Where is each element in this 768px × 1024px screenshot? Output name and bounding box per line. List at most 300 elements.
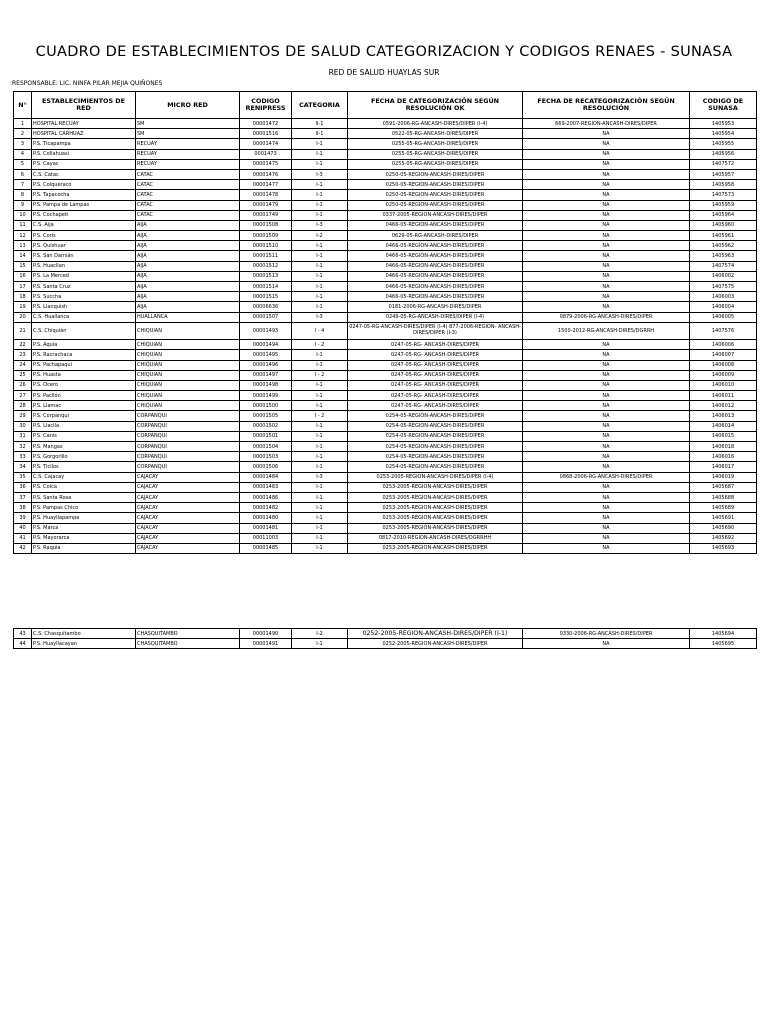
cell-micro-red: CHIQUIAN (136, 370, 240, 380)
cell-establishment: P.S. Ticapampa (32, 139, 136, 149)
cell-fecha-categorizacion: 0247-05-RG- ANCASH-DIRES/DIPER (348, 370, 523, 380)
cell-codigo: 00001516 (240, 129, 292, 139)
cell-establishment: P.S. Aquia (32, 340, 136, 350)
cell-codigo: 00001515 (240, 292, 292, 302)
cell-number: 15 (14, 261, 32, 271)
cell-fecha-recategorizacion: 669-2007-REGION-ANCASH-DIRES/DIPER (523, 119, 690, 129)
cell-codigo-sunasa: 1406003 (690, 292, 757, 302)
cell-fecha-recategorizacion: NA (523, 251, 690, 261)
cell-micro-red: SM (136, 129, 240, 139)
cell-micro-red: SM (136, 119, 240, 129)
cell-fecha-recategorizacion: NA (523, 639, 690, 649)
cell-fecha-categorizacion: 0466-05-REGION-ANCASH-DIRES/DIPER (348, 251, 523, 261)
cell-fecha-categorizacion: 0247-05-RG-ANCASH-DIRES/DIPER (I-4) 877-2006-REGION- ANCASH-DIRES/DIPER (I-3) (348, 322, 523, 339)
cell-codigo-sunasa: 1406007 (690, 350, 757, 360)
page-title: CUADRO DE ESTABLECIMIENTOS DE SALUD CATEGORIZACION Y CODIGOS RENAES - SUNASA (35, 44, 733, 60)
cell-micro-red: CAJACAY (136, 533, 240, 543)
cell-fecha-categorizacion: 0337-2005-REGION-ANCASH-DIRES/DIPER (348, 210, 523, 220)
cell-codigo-sunasa: 1405959 (690, 200, 757, 210)
cell-micro-red: CAJACAY (136, 513, 240, 523)
cell-establishment: P.S. Quishuar (32, 241, 136, 251)
cell-fecha-categorizacion: 0253-2005-REGION-ANCASH-DIRES/DIPER (348, 492, 523, 502)
table-row (14, 302, 757, 312)
cell-number: 27 (14, 391, 32, 401)
cell-categoria: I-1 (292, 503, 348, 513)
cell-establishment: P.S. Pacllón (32, 391, 136, 401)
header-establishment: ESTABLECIMIENTOS DE RED (32, 92, 136, 119)
cell-fecha-recategorizacion: NA (523, 411, 690, 421)
cell-establishment: C.S. Chiquián (32, 322, 136, 339)
cell-categoria: I-1 (292, 523, 348, 533)
cell-categoria: I-1 (292, 391, 348, 401)
cell-micro-red: CHIQUIAN (136, 322, 240, 339)
cell-categoria: I-1 (292, 401, 348, 411)
cell-number: 1 (14, 119, 32, 129)
cell-fecha-categorizacion: 0817-2010-REGION-ANCASH-DIRES/DGRRHH (348, 533, 523, 543)
cell-fecha-recategorizacion: NA (523, 462, 690, 472)
cell-codigo: 00001499 (240, 391, 292, 401)
cell-micro-red: AIJA (136, 251, 240, 261)
cell-codigo-sunasa: 1405963 (690, 251, 757, 261)
cell-codigo-sunasa: 1405957 (690, 169, 757, 179)
cell-fecha-categorizacion: 0254-05-REGION-ANCASH-DIRES/DIPER (348, 411, 523, 421)
cell-micro-red: AIJA (136, 241, 240, 251)
table-row (14, 350, 757, 360)
cell-micro-red: AIJA (136, 302, 240, 312)
cell-fecha-recategorizacion: 0879-2006-RG-ANCASH-DIRES/DIPER (523, 312, 690, 322)
cell-fecha-recategorizacion: NA (523, 180, 690, 190)
cell-micro-red: CATAC (136, 200, 240, 210)
cell-micro-red: CATAC (136, 190, 240, 200)
cell-categoria: I-1 (292, 180, 348, 190)
cell-micro-red: CHASQUITAMBO (136, 639, 240, 649)
cell-codigo-sunasa: 1406002 (690, 271, 757, 281)
table-row (14, 492, 757, 502)
cell-number: 37 (14, 492, 32, 502)
cell-fecha-recategorizacion: NA (523, 210, 690, 220)
cell-codigo-sunasa: 1405956 (690, 149, 757, 159)
cell-fecha-recategorizacion: NA (523, 503, 690, 513)
cell-fecha-recategorizacion: NA (523, 149, 690, 159)
cell-establishment: HOSPITAL RECUAY (32, 119, 136, 129)
cell-categoria: I-3 (292, 312, 348, 322)
cell-number: 3 (14, 139, 32, 149)
cell-fecha-recategorizacion: NA (523, 421, 690, 431)
cell-codigo: 00001514 (240, 282, 292, 292)
table-row (14, 462, 757, 472)
cell-codigo: 00001505 (240, 411, 292, 421)
cell-fecha-recategorizacion: NA (523, 391, 690, 401)
cell-micro-red: CAJACAY (136, 543, 240, 553)
header-micro-red: MICRO RED (136, 92, 240, 119)
cell-micro-red: CORPANQUI (136, 431, 240, 441)
cell-codigo: 00001496 (240, 360, 292, 370)
table-row (14, 271, 757, 281)
cell-categoria: I-1 (292, 271, 348, 281)
extra-establishments-table (13, 628, 757, 649)
cell-categoria: I-2 (292, 629, 348, 639)
cell-number: 25 (14, 370, 32, 380)
cell-categoria: I-1 (292, 350, 348, 360)
cell-fecha-categorizacion: 0466-05-REGION-ANCASH-DIRES/DIPER (348, 292, 523, 302)
cell-categoria: I-1 (292, 210, 348, 220)
cell-number: 34 (14, 462, 32, 472)
cell-codigo-sunasa: 1406004 (690, 302, 757, 312)
cell-number: 18 (14, 292, 32, 302)
cell-establishment: P.S. Gorgorillo (32, 452, 136, 462)
cell-codigo: 00011003 (240, 533, 292, 543)
cell-number: 23 (14, 350, 32, 360)
cell-fecha-recategorizacion: 0330-2006-RG-ANCASH-DIRES/DIPER (523, 629, 690, 639)
table-row (14, 411, 757, 421)
cell-establishment: P.S. Mangas (32, 442, 136, 452)
cell-categoria: I-1 (292, 282, 348, 292)
cell-micro-red: RECUAY (136, 159, 240, 169)
cell-establishment: P.S. Raquia (32, 543, 136, 553)
cell-establishment: P.S. Collahuasi (32, 149, 136, 159)
cell-codigo: 00001479 (240, 200, 292, 210)
cell-micro-red: AIJA (136, 292, 240, 302)
cell-number: 36 (14, 482, 32, 492)
cell-codigo-sunasa: 1406011 (690, 391, 757, 401)
cell-number: 28 (14, 401, 32, 411)
extra-table-body (14, 629, 757, 649)
cell-categoria: I-1 (292, 159, 348, 169)
header-categoria: CATEGORIA (292, 92, 348, 119)
cell-codigo-sunasa: 1405695 (690, 639, 757, 649)
table-row (14, 119, 757, 129)
cell-categoria: I-1 (292, 543, 348, 553)
cell-fecha-categorizacion: 0250-05-REGION-ANCASH-DIRES/DIPER (348, 190, 523, 200)
cell-categoria: I-1 (292, 149, 348, 159)
table-row (14, 452, 757, 462)
table-row (14, 231, 757, 241)
cell-number: 24 (14, 360, 32, 370)
cell-codigo: 00001500 (240, 401, 292, 411)
cell-establishment: P.S. Ocero (32, 380, 136, 390)
cell-categoria: I-1 (292, 442, 348, 452)
cell-number: 26 (14, 380, 32, 390)
cell-fecha-recategorizacion: NA (523, 513, 690, 523)
cell-number: 17 (14, 282, 32, 292)
cell-categoria: I-1 (292, 431, 348, 441)
cell-codigo: 00001509 (240, 231, 292, 241)
cell-fecha-recategorizacion: NA (523, 241, 690, 251)
cell-codigo-sunasa: 1405694 (690, 629, 757, 639)
table-row (14, 401, 757, 411)
cell-categoria: I-1 (292, 482, 348, 492)
table-row (14, 139, 757, 149)
cell-fecha-categorizacion: 0247-05-RG- ANCASH-DIRES/DIPER (348, 401, 523, 411)
cell-categoria: I - 4 (292, 322, 348, 339)
cell-micro-red: CORPANQUI (136, 442, 240, 452)
cell-codigo: 00001502 (240, 421, 292, 431)
cell-codigo: 00001495 (240, 350, 292, 360)
cell-codigo: 00001477 (240, 180, 292, 190)
cell-fecha-recategorizacion: NA (523, 401, 690, 411)
cell-fecha-categorizacion: 0253-2005-REGION-ANCASH-DIRES/DIPER (348, 503, 523, 513)
cell-fecha-categorizacion: 0247-05-RG- ANCASH-DIRES/DIPER (348, 380, 523, 390)
cell-categoria: II-1 (292, 129, 348, 139)
cell-micro-red: CAJACAY (136, 472, 240, 482)
cell-fecha-categorizacion: 0247-05-RG- ANCASH-DIRES/DIPER (348, 340, 523, 350)
cell-micro-red: CHIQUIAN (136, 360, 240, 370)
table-row (14, 629, 757, 639)
cell-codigo-sunasa: 1406008 (690, 360, 757, 370)
table-row (14, 380, 757, 390)
cell-establishment: P.S. Llamac (32, 401, 136, 411)
cell-fecha-recategorizacion: NA (523, 231, 690, 241)
cell-number: 10 (14, 210, 32, 220)
cell-codigo-sunasa: 1407576 (690, 322, 757, 339)
table-row (14, 360, 757, 370)
cell-number: 42 (14, 543, 32, 553)
cell-establishment: P.S. San Damián (32, 251, 136, 261)
table-row (14, 220, 757, 230)
cell-establishment: P.S. Ticllos (32, 462, 136, 472)
header-fecha-recategorizacion: FECHA DE RECATEGORIZACIÓN SEGÚN RESOLUCIÓN (523, 92, 690, 119)
cell-fecha-recategorizacion: NA (523, 261, 690, 271)
cell-number: 40 (14, 523, 32, 533)
cell-micro-red: CHIQUIAN (136, 391, 240, 401)
cell-codigo-sunasa: 1406014 (690, 421, 757, 431)
cell-codigo-sunasa: 1406005 (690, 312, 757, 322)
cell-fecha-categorizacion: 0254-05-REGION-ANCASH-DIRES/DIPER (348, 421, 523, 431)
cell-codigo-sunasa: 1405691 (690, 513, 757, 523)
table-row (14, 370, 757, 380)
cell-fecha-recategorizacion: NA (523, 370, 690, 380)
cell-number: 20 (14, 312, 32, 322)
cell-fecha-categorizacion: 0252-2005-REGION-ANCASH-DIRES/DIPER (I-1) (348, 629, 523, 639)
cell-categoria: I - 2 (292, 411, 348, 421)
cell-establishment: P.S. Llanquish (32, 302, 136, 312)
cell-establishment: C.S. Chasquitambo (32, 629, 136, 639)
cell-codigo: 00001481 (240, 523, 292, 533)
cell-establishment: P.S. Santa Rosa (32, 492, 136, 502)
cell-codigo: 00001511 (240, 251, 292, 261)
cell-codigo-sunasa: 1407573 (690, 190, 757, 200)
cell-codigo: 0001473 (240, 149, 292, 159)
cell-codigo-sunasa: 1406015 (690, 431, 757, 441)
cell-fecha-categorizacion: 0181-2006-RG-ANCASH-DIRES/DIPER (348, 302, 523, 312)
cell-codigo-sunasa: 1405688 (690, 492, 757, 502)
cell-fecha-categorizacion: 0254-05-REGION-ANCASH-DIRES/DIPER (348, 431, 523, 441)
cell-establishment: C.S. Catac (32, 169, 136, 179)
table-row (14, 442, 757, 452)
header-codigo-renipress: CODIGO RENIPRESS (240, 92, 292, 119)
cell-fecha-recategorizacion: NA (523, 220, 690, 230)
cell-codigo-sunasa: 1405962 (690, 241, 757, 251)
cell-micro-red: CAJACAY (136, 503, 240, 513)
cell-codigo-sunasa: 1406016 (690, 452, 757, 462)
cell-micro-red: CAJACAY (136, 492, 240, 502)
table-row (14, 261, 757, 271)
cell-categoria: I-1 (292, 421, 348, 431)
cell-establishment: HOSPITAL CARHUAZ (32, 129, 136, 139)
cell-micro-red: CAJACAY (136, 482, 240, 492)
cell-codigo: 00001497 (240, 370, 292, 380)
cell-fecha-recategorizacion: NA (523, 129, 690, 139)
cell-fecha-categorizacion: 0629-05-RG-ANCASH-DIRES/DIPER (348, 231, 523, 241)
cell-micro-red: CORPANQUI (136, 462, 240, 472)
cell-codigo-sunasa: 1407574 (690, 261, 757, 271)
responsable-label: RESPONSABLE: LIC. NINFA PILAR MEJIA QUIÑONES (12, 80, 163, 87)
cell-codigo: 00001475 (240, 159, 292, 169)
cell-number: 39 (14, 513, 32, 523)
cell-establishment: P.S. Santa Cruz (32, 282, 136, 292)
cell-number: 8 (14, 190, 32, 200)
cell-codigo-sunasa: 1406010 (690, 380, 757, 390)
table-header-row (14, 92, 757, 119)
cell-number: 32 (14, 442, 32, 452)
cell-number: 44 (14, 639, 32, 649)
cell-number: 14 (14, 251, 32, 261)
cell-micro-red: AIJA (136, 271, 240, 281)
cell-micro-red: CORPANQUI (136, 421, 240, 431)
cell-establishment: P.S. Huasta (32, 370, 136, 380)
cell-fecha-recategorizacion: NA (523, 492, 690, 502)
cell-codigo: 00001498 (240, 380, 292, 390)
cell-number: 13 (14, 241, 32, 251)
cell-establishment: P.S. Llaclla (32, 421, 136, 431)
cell-number: 29 (14, 411, 32, 421)
cell-codigo: 00001486 (240, 492, 292, 502)
cell-codigo-sunasa: 1405690 (690, 523, 757, 533)
cell-codigo: 00001513 (240, 271, 292, 281)
table-row (14, 533, 757, 543)
cell-fecha-recategorizacion: NA (523, 282, 690, 292)
table-row (14, 129, 757, 139)
cell-establishment: P.S. Canis (32, 431, 136, 441)
cell-categoria: I-1 (292, 302, 348, 312)
cell-codigo: 00001503 (240, 452, 292, 462)
table-row (14, 169, 757, 179)
cell-fecha-categorizacion: 0466-05-REGION-ANCASH-DIRES/DIPER (348, 282, 523, 292)
cell-categoria: I-1 (292, 292, 348, 302)
cell-micro-red: RECUAY (136, 139, 240, 149)
cell-codigo: 00001484 (240, 472, 292, 482)
table-row (14, 340, 757, 350)
cell-categoria: I-1 (292, 380, 348, 390)
cell-categoria: I-1 (292, 251, 348, 261)
cell-establishment: P.S. La Merced (32, 271, 136, 281)
cell-codigo-sunasa: 1405954 (690, 129, 757, 139)
cell-codigo-sunasa: 1405692 (690, 533, 757, 543)
cell-categoria: I-1 (292, 190, 348, 200)
cell-fecha-recategorizacion: NA (523, 350, 690, 360)
cell-establishment: P.S. Tapacocha (32, 190, 136, 200)
cell-fecha-recategorizacion: 1500-2012-RG-ANCASH-DIRES/DGRRH (523, 322, 690, 339)
cell-codigo-sunasa: 1407575 (690, 282, 757, 292)
cell-codigo: 00001472 (240, 119, 292, 129)
cell-fecha-recategorizacion: NA (523, 200, 690, 210)
cell-establishment: P.S. Corpanqui (32, 411, 136, 421)
cell-fecha-categorizacion: 0466-05-REGION-ANCASH-DIRES/DIPER (348, 220, 523, 230)
cell-fecha-categorizacion: 0249-05-RG-ANCASH-DIRES/DIPER (I-4) (348, 312, 523, 322)
cell-fecha-categorizacion: 0254-05-REGION-ANCASH-DIRES/DIPER (348, 462, 523, 472)
cell-establishment: P.S. Coris (32, 231, 136, 241)
cell-establishment: P.S. Pachapaqui (32, 360, 136, 370)
cell-establishment: P.S. Huacllan (32, 261, 136, 271)
cell-fecha-recategorizacion: NA (523, 533, 690, 543)
cell-categoria: II-1 (292, 119, 348, 129)
table-row (14, 431, 757, 441)
cell-codigo: 00001478 (240, 190, 292, 200)
cell-categoria: I-1 (292, 261, 348, 271)
cell-number: 11 (14, 220, 32, 230)
cell-fecha-recategorizacion: NA (523, 523, 690, 533)
table-row (14, 200, 757, 210)
establishments-table (13, 91, 757, 554)
cell-codigo-sunasa: 1405689 (690, 503, 757, 513)
cell-codigo-sunasa: 1406006 (690, 340, 757, 350)
cell-fecha-recategorizacion: NA (523, 431, 690, 441)
cell-codigo-sunasa: 1405687 (690, 482, 757, 492)
cell-categoria: I-1 (292, 462, 348, 472)
cell-micro-red: CHIQUIAN (136, 340, 240, 350)
cell-establishment: P.S. Pampas Chico (32, 503, 136, 513)
table-row (14, 391, 757, 401)
table-row (14, 322, 757, 339)
cell-categoria: I-1 (292, 452, 348, 462)
cell-fecha-categorizacion: 0253-2005-REGION-ANCASH-DIRES/DIPER (I-4) (348, 472, 523, 482)
cell-codigo-sunasa: 1406013 (690, 411, 757, 421)
cell-codigo: 00001491 (240, 639, 292, 649)
cell-micro-red: CHIQUIAN (136, 401, 240, 411)
cell-codigo-sunasa: 1405958 (690, 180, 757, 190)
cell-establishment: P.S. Pampa de Lampas (32, 200, 136, 210)
table-row (14, 482, 757, 492)
cell-micro-red: CHASQUITAMBO (136, 629, 240, 639)
cell-number: 38 (14, 503, 32, 513)
cell-establishment: C.S. Aija (32, 220, 136, 230)
cell-fecha-recategorizacion: NA (523, 360, 690, 370)
cell-fecha-categorizacion: 0250-05-REGION-ANCASH-DIRES/DIPER (348, 180, 523, 190)
table-body (14, 119, 757, 554)
cell-codigo: 00001749 (240, 210, 292, 220)
cell-micro-red: AIJA (136, 261, 240, 271)
cell-codigo: 00001504 (240, 442, 292, 452)
cell-number: 30 (14, 421, 32, 431)
cell-number: 19 (14, 302, 32, 312)
cell-number: 33 (14, 452, 32, 462)
header-fecha-categorizacion: FECHA DE CATEGORIZACIÓN SEGÚN RESOLUCIÓN OK (348, 92, 523, 119)
cell-micro-red: CHIQUIAN (136, 380, 240, 390)
cell-number: 5 (14, 159, 32, 169)
cell-fecha-recategorizacion: NA (523, 442, 690, 452)
cell-categoria: I-2 (292, 231, 348, 241)
cell-codigo: 00001506 (240, 462, 292, 472)
cell-categoria: I-1 (292, 360, 348, 370)
cell-codigo-sunasa: 1406019 (690, 472, 757, 482)
page-subtitle: RED DE SALUD HUAYLAS SUR (328, 68, 440, 77)
cell-codigo-sunasa: 1405960 (690, 220, 757, 230)
table-row (14, 251, 757, 261)
cell-establishment: P.S. Colqueraco (32, 180, 136, 190)
cell-fecha-categorizacion: 0522-05-RG-ANCASH-DIRES/DIPER (348, 129, 523, 139)
cell-micro-red: CAJACAY (136, 523, 240, 533)
cell-fecha-recategorizacion: NA (523, 292, 690, 302)
cell-fecha-categorizacion: 0250-05-REGION-ANCASH-DIRES/DIPER (348, 169, 523, 179)
cell-micro-red: CORPANQUI (136, 411, 240, 421)
cell-fecha-categorizacion: 0466-05-REGION-ANCASH-DIRES/DIPER (348, 241, 523, 251)
cell-fecha-categorizacion: 0253-2005-REGION-ANCASH-DIRES/DIPER (348, 482, 523, 492)
cell-establishment: P.S. Huayllacayan (32, 639, 136, 649)
cell-fecha-categorizacion: 0247-05-RG- ANCASH-DIRES/DIPER (348, 350, 523, 360)
table-row (14, 523, 757, 533)
cell-micro-red: AIJA (136, 282, 240, 292)
cell-categoria: I-1 (292, 492, 348, 502)
